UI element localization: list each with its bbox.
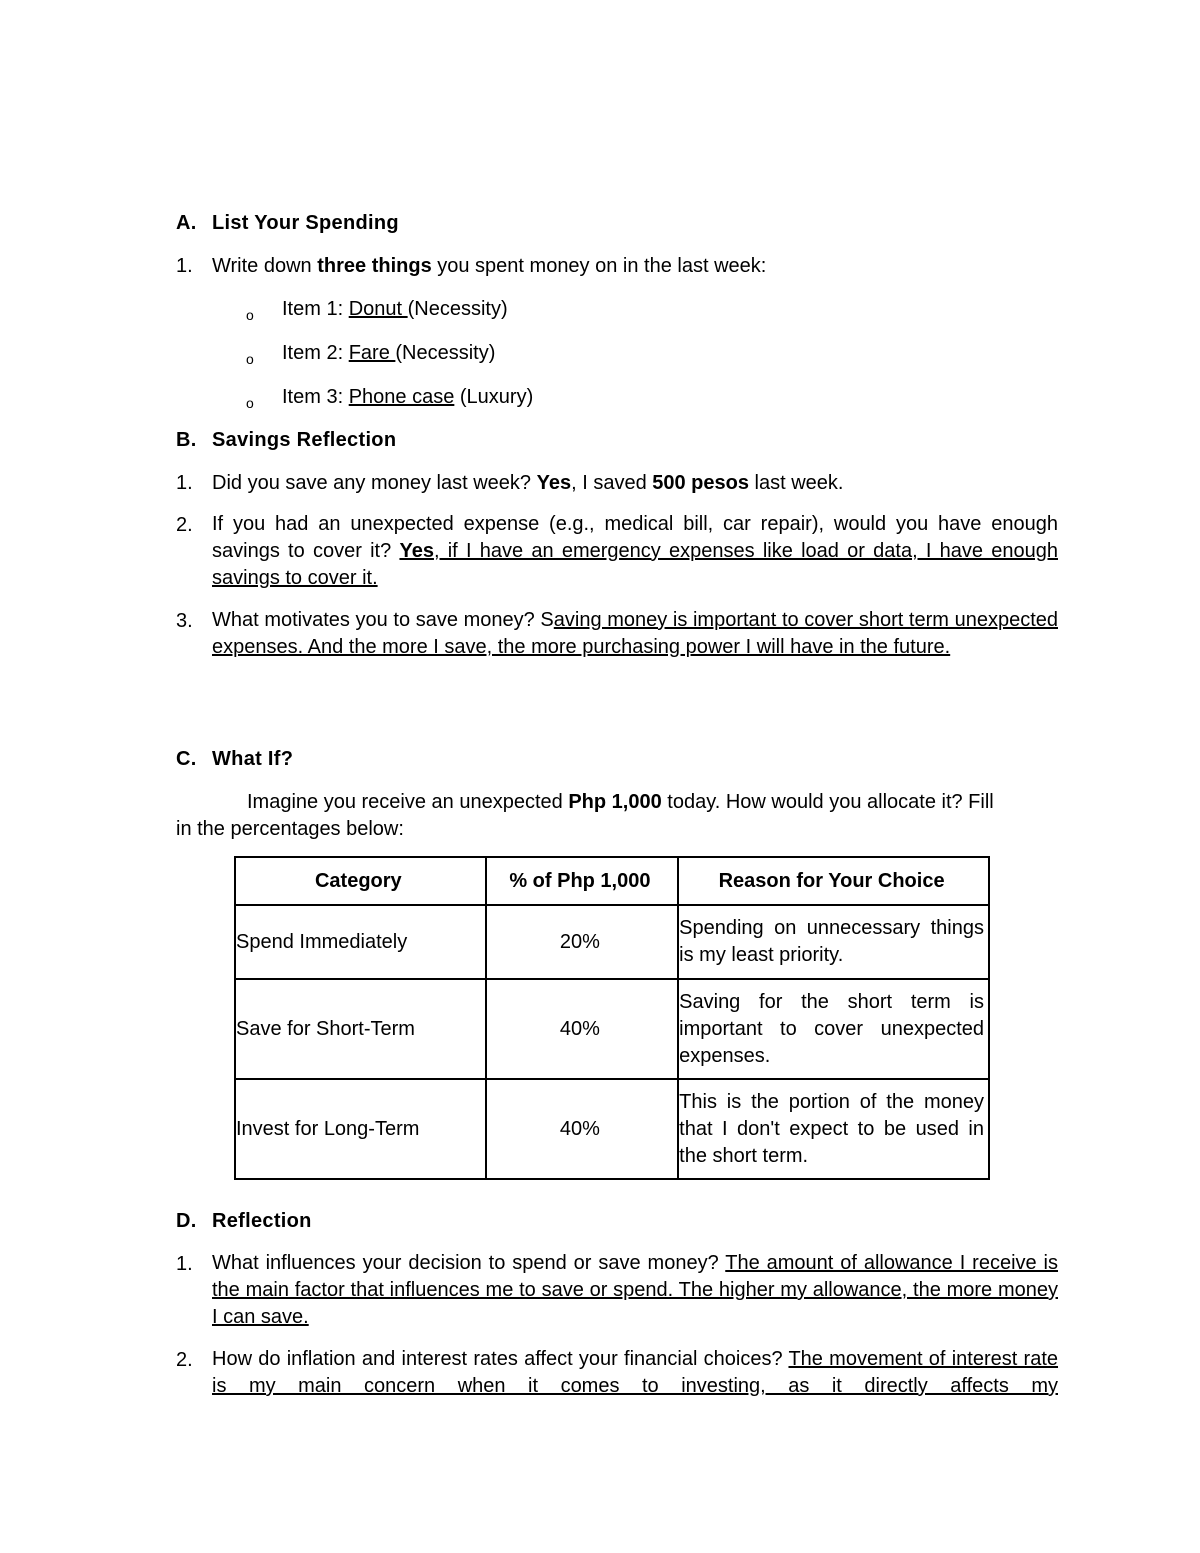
q1-text-pre: Write down — [212, 255, 318, 277]
item-label: Item 3: — [282, 386, 349, 408]
answer-mid: , I saved — [571, 472, 653, 494]
question-text: If you had an unexpected expense (e.g., medical bill, car repair), would you have enough savings to cover it? — [212, 513, 1058, 562]
section-d-q1-number: 1. — [176, 1253, 193, 1275]
answer-yes: Yes — [536, 472, 572, 494]
section-d-title: Reflection — [212, 1210, 312, 1232]
section-a-heading — [176, 211, 399, 235]
section-b-q3-number: 3. — [176, 610, 193, 632]
section-b-q1 — [212, 471, 843, 495]
section-d-q2-number: 2. — [176, 1349, 193, 1371]
cell-reason: Spending on unnecessary things is my least priority. — [678, 905, 989, 979]
section-d-q2 — [212, 1346, 1058, 1400]
item-value: Phone case — [348, 386, 455, 408]
table-row — [235, 1079, 989, 1179]
cell-reason: This is the portion of the money that I don't expect to be used in the short term. — [678, 1079, 989, 1179]
intro-post: today. How would you allocate it? Fill — [661, 791, 994, 813]
section-a-q1-text — [212, 254, 766, 278]
answer-amount: 500 pesos — [652, 472, 749, 494]
intro-pre: Imagine you receive an unexpected — [247, 791, 569, 813]
section-d-letter: D. — [176, 1210, 197, 1232]
section-b-letter: B. — [176, 429, 197, 451]
section-b-heading — [176, 428, 397, 452]
q1-text-bold: three things — [317, 255, 432, 277]
cell-percent: 40% — [486, 1079, 679, 1179]
answer-text: The amount of allowance I receive is the main factor that influences me to save or spend. The higher my allowance, the more money I can save. — [212, 1252, 1059, 1328]
spending-item-3 — [282, 385, 533, 409]
answer-text: , if I have an emergency expenses like load or data, I have enough savings to cover it. — [212, 540, 1058, 589]
intro-amount: Php 1,000 — [568, 791, 662, 813]
section-c-letter: C. — [176, 748, 197, 770]
question-text: Did you save any money last week? — [212, 472, 537, 494]
table-header-row — [235, 857, 989, 905]
section-d-q1 — [212, 1250, 1058, 1331]
section-b-title: Savings Reflection — [212, 429, 397, 451]
section-c-intro-line2: in the percentages below: — [176, 818, 404, 840]
item-type: (Luxury) — [454, 386, 534, 408]
section-a-q1-number: 1. — [176, 255, 193, 277]
question-text: What influences your decision to spend or save money? — [212, 1252, 726, 1274]
spending-item-1 — [282, 297, 508, 321]
section-b-q2 — [212, 511, 1058, 592]
cell-reason: Saving for the short term is important to cover unexpected expenses. — [678, 979, 989, 1079]
cell-category: Spend Immediately — [235, 905, 486, 979]
table-row — [235, 979, 989, 1079]
item-value: Donut — [348, 298, 408, 320]
table-row — [235, 905, 989, 979]
item-type: (Necessity) — [395, 342, 496, 364]
section-a-title: List Your Spending — [212, 212, 399, 234]
header-reason: Reason for Your Choice — [678, 857, 989, 905]
item-value: Fare — [348, 342, 396, 364]
item-1-bullet: o — [246, 307, 254, 323]
section-d-heading — [176, 1209, 312, 1233]
cell-percent: 40% — [486, 979, 679, 1079]
header-percent: % of Php 1,000 — [486, 857, 679, 905]
section-c-intro-line1 — [247, 790, 994, 814]
answer-yes: Yes — [399, 540, 434, 562]
cell-category: Invest for Long-Term — [235, 1079, 486, 1179]
cell-category: Save for Short-Term — [235, 979, 486, 1079]
item-label: Item 2: — [282, 342, 349, 364]
question-text: What motivates you to save money? S — [212, 609, 554, 631]
item-type: (Necessity) — [407, 298, 508, 320]
allocation-table — [234, 856, 990, 1180]
cell-percent: 20% — [486, 905, 679, 979]
section-a-letter: A. — [176, 212, 197, 234]
section-b-q2-number: 2. — [176, 514, 193, 536]
section-b-q3 — [212, 607, 1058, 661]
item-2-bullet: o — [246, 351, 254, 367]
q1-text-post: you spent money on in the last week: — [431, 255, 767, 277]
section-c-title: What If? — [212, 748, 294, 770]
item-label: Item 1: — [282, 298, 349, 320]
section-b-q1-number: 1. — [176, 472, 193, 494]
item-3-bullet: o — [246, 395, 254, 411]
question-text: How do inflation and interest rates affect your financial choices? — [212, 1348, 789, 1370]
section-c-heading — [176, 747, 294, 771]
answer-text: aving money is important to cover short term unexpected expenses. And the more I save, the more purchasing power I will have in the future. — [212, 609, 1058, 658]
answer-text: The movement of interest rate is my main concern when it comes to investing, as it directly affects my — [212, 1348, 1059, 1397]
spending-item-2 — [282, 341, 495, 365]
answer-end: last week. — [748, 472, 844, 494]
header-category: Category — [235, 857, 486, 905]
